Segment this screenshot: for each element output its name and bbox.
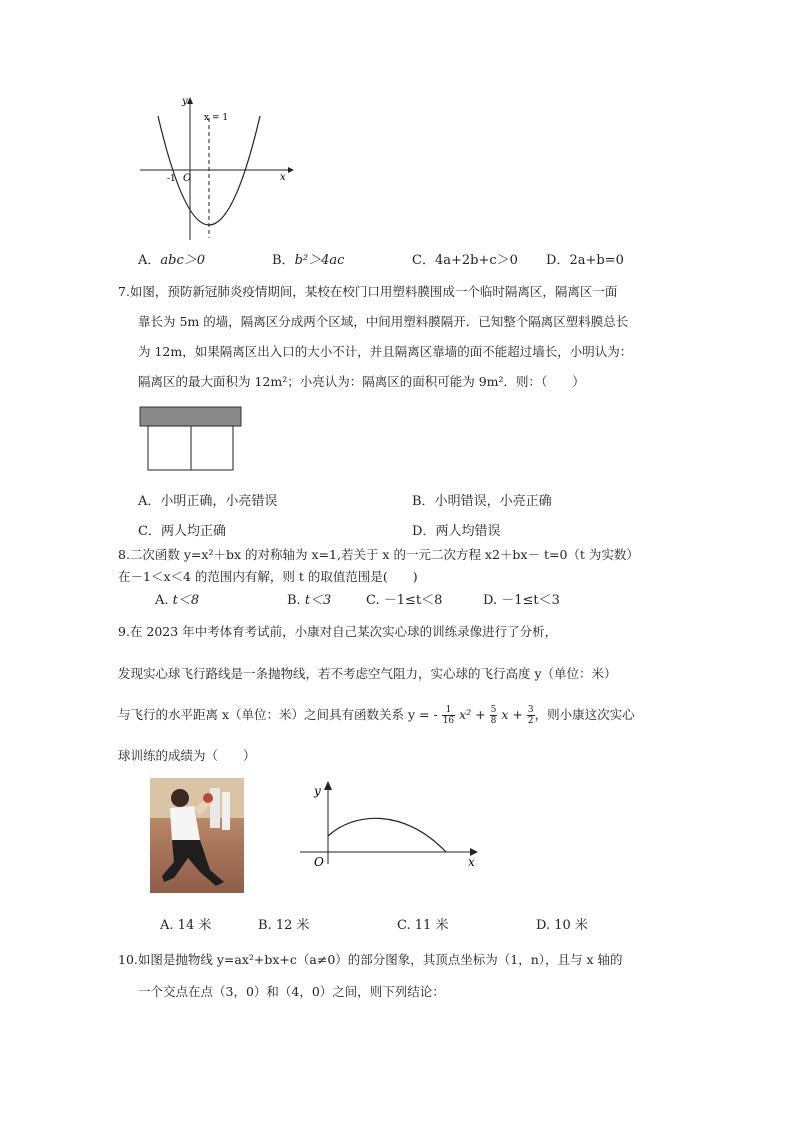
q9-origin-label: O [314, 855, 324, 868]
q6-option-a[interactable]: A．abc＞0 [138, 253, 206, 268]
q8-option-c[interactable]: C. －1≤t＜8 [366, 593, 443, 608]
q8-option-d[interactable]: D. －1≤t＜3 [483, 593, 560, 608]
q9-trajectory-curve [328, 818, 446, 852]
q6-minus-one-label: -1 [167, 174, 176, 184]
q9-fraction-3: $\frac{3}{2}$ [527, 705, 534, 726]
q9-fraction-1: $\frac{1}{16}$ [442, 705, 455, 726]
q6-option-b[interactable]: B．b²＞4ac [272, 253, 345, 268]
q9-fraction-2: $\frac{5}{8}$ [490, 705, 497, 726]
q9-y-label: y [314, 784, 321, 798]
photo-bystander [210, 788, 220, 828]
q9-y-arrow [324, 781, 332, 790]
q6-sym-label: x = 1 [204, 113, 229, 123]
q9-trajectory-graph [294, 778, 484, 868]
q7-wall [140, 407, 241, 426]
q6-x-label: x [280, 172, 286, 183]
q9-line-3: 与飞行的水平距离 x（单位：米）之间具有函数关系 y = - $\frac{1}{16}$ x² + $\frac{5}{8}$ x + $\frac{3}{2}$ ，则小康这次实心 [118, 705, 635, 726]
athlete-legs [162, 840, 224, 886]
q9-x-label: x [468, 855, 475, 868]
q7-option-d[interactable]: D．两人均错误 [412, 524, 501, 539]
q7-line-2: 靠长为 5m 的墙，隔离区分成两个区域，中间用塑料膜隔开．已知整个隔离区塑料膜总长 [138, 314, 629, 329]
q9-line-1: 9.在 2023 年中考体育考试前，小康对自己某次实心球的训练录像进行了分析， [118, 624, 558, 639]
q8-option-b[interactable]: B. t＜3 [287, 593, 332, 608]
shot-ball [203, 793, 213, 803]
q9-athlete-figure [150, 778, 244, 893]
q7-option-b[interactable]: B．小明错误，小亮正确 [412, 494, 552, 509]
q7-option-a[interactable]: A．小明正确，小亮错误 [138, 494, 278, 509]
q10-line-2: 一个交点在点（3，0）和（4，0）之间，则下列结论： [138, 984, 445, 999]
q6-x-arrow [288, 167, 294, 173]
q7-line-1: 7.如图，预防新冠肺炎疫情期间，某校在校门口用塑料膜围成一个临时隔离区，隔离区一面 [118, 284, 618, 299]
q9-option-b[interactable]: B. 12 米 [258, 918, 310, 933]
q7-isolation-figure [138, 405, 244, 473]
q6-y-arrow [187, 97, 193, 104]
q8-option-a[interactable]: A. t＜8 [155, 593, 200, 608]
q6-option-d[interactable]: D．2a+b=0 [546, 253, 624, 268]
q6-origin-label: O [183, 173, 192, 184]
photo-bystander-2 [222, 792, 230, 830]
q9-line-4: 球训练的成绩为（ ） [118, 748, 256, 763]
q7-line-3: 为 12m，如果隔离区出入口的大小不计，并且隔离区靠墙的面不能超过墙长，小明认为： [138, 344, 633, 359]
q8-line-2: 在－1＜x＜4 的范围内有解，则 t 的取值范围是( ) [118, 569, 418, 584]
q8-line-1: 8.二次函数 y=x²＋bx 的对称轴为 x=1,若关于 x 的一元二次方程 x2＋bx－ t=0（t 为实数） [118, 547, 639, 562]
q9-option-a[interactable]: A. 14 米 [160, 918, 212, 933]
athlete-head [171, 789, 189, 807]
q9-option-c[interactable]: C. 11 米 [397, 918, 449, 933]
q6-y-label: y [182, 96, 188, 107]
q7-line-4: 隔离区的最大面积为 12m²；小亮认为：隔离区的面积可能为 9m²．则：（ ） [138, 374, 585, 389]
q6-option-c[interactable]: C．4a+2b+c＞0 [412, 253, 518, 268]
q7-option-c[interactable]: C．两人均正确 [138, 524, 226, 539]
q9-line-2: 发现实心球飞行路线是一条抛物线，若不考虑空气阻力，实心球的飞行高度 y（单位：米） [118, 666, 617, 681]
q9-option-d[interactable]: D. 10 米 [536, 918, 588, 933]
q10-line-1: 10.如图是抛物线 y=ax²+bx+c（a≠0）的部分图象，其顶点坐标为（1，n），且与 x 轴的 [118, 952, 623, 967]
q9-athlete-photo [150, 778, 244, 893]
q6-parabola-graph [130, 88, 300, 248]
